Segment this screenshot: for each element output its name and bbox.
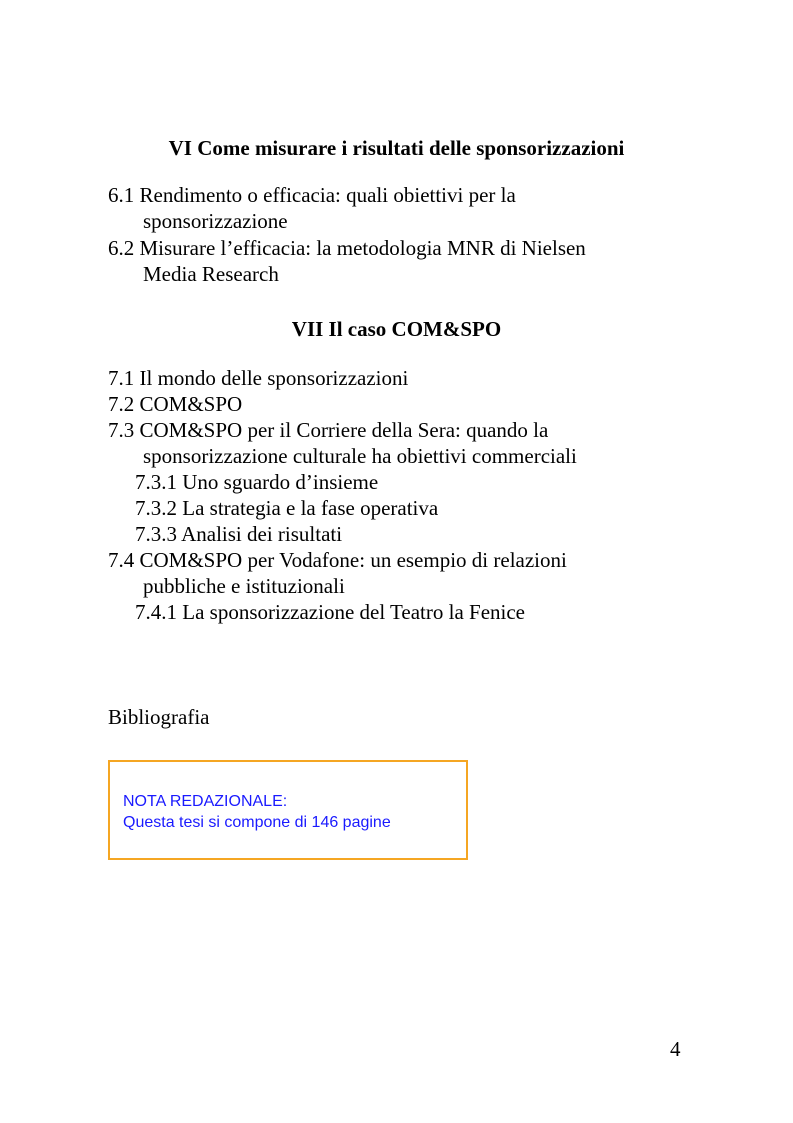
editorial-note-box — [108, 760, 468, 860]
toc-subentry[interactable] — [135, 521, 342, 547]
toc-entry-title: Analisi dei risultati — [181, 522, 343, 546]
toc-entry[interactable] — [108, 417, 577, 468]
toc-entry-number: 7.3.2 — [135, 496, 177, 520]
page-number: 4 — [670, 1037, 681, 1061]
toc-entry-number: 7.2 — [108, 392, 135, 416]
toc-entry-title: Il mondo delle sponsorizzazioni — [139, 366, 409, 390]
toc-subentry[interactable] — [135, 469, 378, 495]
toc-entry-title: COM&SPO per Vodafone: un esempio di relazioni — [139, 548, 567, 572]
toc-entry-title: La strategia e la fase operativa — [182, 496, 439, 520]
toc-entry-title: Misurare l’efficacia: la metodologia MNR di Nielsen — [139, 236, 586, 260]
toc-entry-title: COM&SPO — [139, 392, 243, 416]
toc-entry-number: 6.2 — [108, 236, 135, 260]
toc-entry-title: La sponsorizzazione del Teatro la Fenice — [182, 600, 525, 624]
bibliography-entry[interactable]: Bibliografia — [108, 705, 210, 729]
toc-entry[interactable] — [108, 235, 586, 286]
toc-entry-number: 6.1 — [108, 183, 135, 207]
toc-entry-title: Rendimento o efficacia: quali obiettivi per la — [139, 183, 516, 207]
toc-entry-title-continued: sponsorizzazione — [143, 209, 288, 233]
toc-entry-title: COM&SPO per il Corriere della Sera: quando la — [139, 418, 549, 442]
editorial-note-text: Questa tesi si compone di 146 pagine — [123, 814, 391, 831]
toc-entry-title-continued: Media Research — [143, 262, 279, 286]
toc-subentry[interactable] — [135, 599, 525, 625]
toc-entry[interactable] — [108, 547, 567, 598]
toc-entry-title-continued: sponsorizzazione culturale ha obiettivi commerciali — [143, 444, 577, 468]
toc-entry-number: 7.3 — [108, 418, 135, 442]
chapter-title: VI Come misurare i risultati delle sponsorizzazioni — [168, 136, 625, 160]
toc-entry[interactable] — [108, 182, 516, 233]
toc-entry-number: 7.3.3 — [135, 522, 177, 546]
toc-entry-number: 7.1 — [108, 366, 135, 390]
editorial-note-heading: NOTA REDAZIONALE: — [123, 793, 288, 810]
toc-subentry[interactable] — [135, 495, 438, 521]
toc-entry-title-continued: pubbliche e istituzionali — [143, 574, 345, 598]
toc-entry-title: Uno sguardo d’insieme — [182, 470, 379, 494]
toc-entry[interactable] — [108, 365, 408, 391]
toc-entry-number: 7.4.1 — [135, 600, 177, 624]
chapter-title: VII Il caso COM&SPO — [291, 317, 502, 341]
toc-entry-number: 7.4 — [108, 548, 135, 572]
toc-entry-number: 7.3.1 — [135, 470, 177, 494]
toc-entry[interactable] — [108, 391, 242, 417]
